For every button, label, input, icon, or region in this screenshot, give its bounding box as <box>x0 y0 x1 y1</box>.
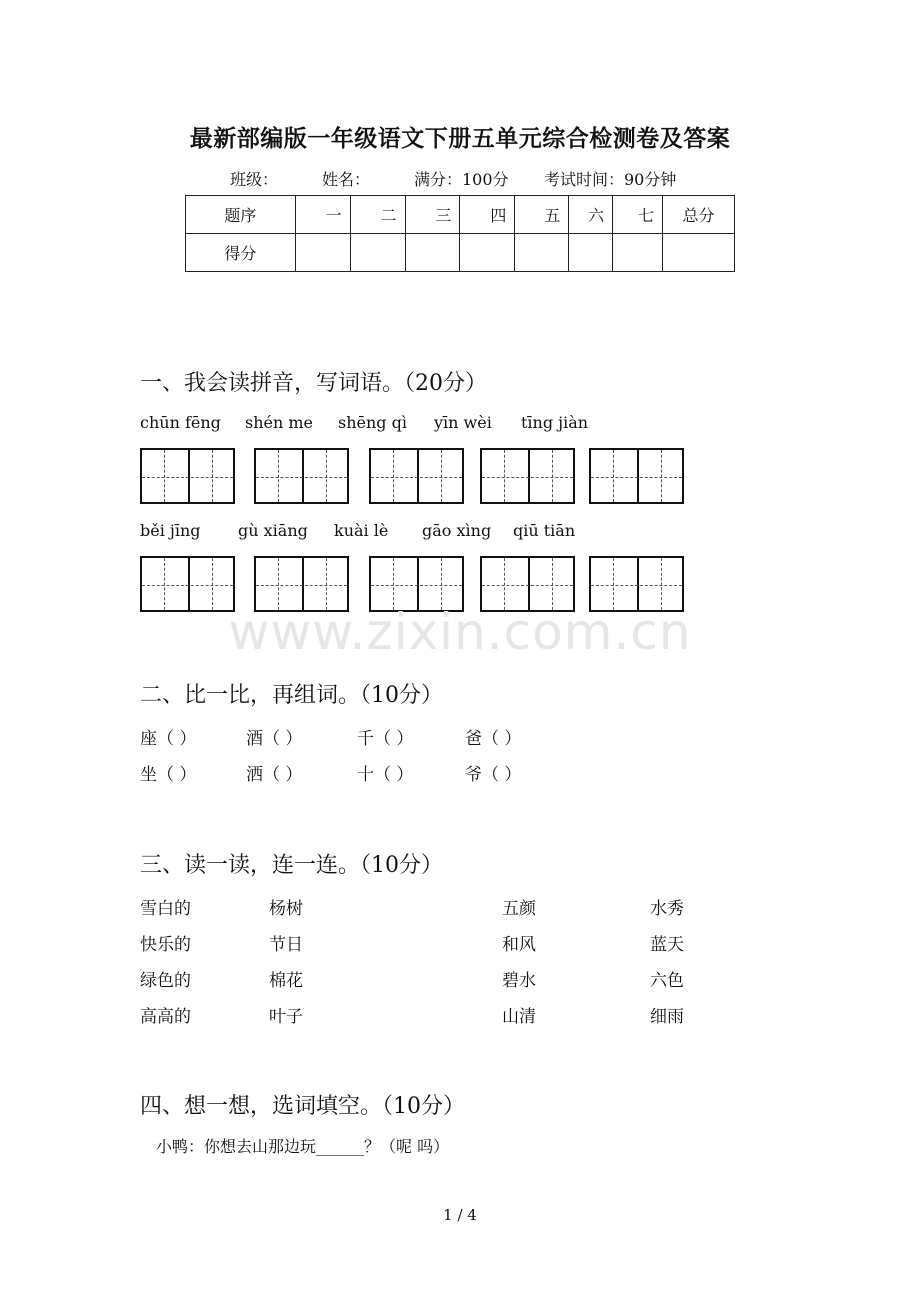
match-word: 绿色的 <box>140 971 191 991</box>
score-header-cell: 四 <box>460 196 515 234</box>
match-word: 叶子 <box>269 1007 303 1027</box>
score-header-cell: 总分 <box>663 196 735 234</box>
writing-grid-box[interactable] <box>369 448 464 504</box>
section-3-heading: 三、读一读，连一连。（10分） <box>140 853 443 878</box>
match-word: 蓝天 <box>650 935 684 955</box>
score-table <box>185 195 735 272</box>
word-pair-item: 座（ ） <box>140 729 197 749</box>
word-pair-item: 爸（ ） <box>465 729 522 749</box>
score-header-cell: 三 <box>405 196 460 234</box>
match-word: 水秀 <box>650 899 684 919</box>
score-header-cell: 五 <box>515 196 569 234</box>
writing-grid-box[interactable] <box>140 448 235 504</box>
match-word: 节日 <box>269 935 303 955</box>
score-input-cell[interactable] <box>350 234 405 272</box>
score-input-cell[interactable] <box>405 234 460 272</box>
fill-blank-question: 小鸭：你想去山那边玩______？（呢 吗） <box>156 1137 450 1156</box>
match-word: 棉花 <box>269 971 303 991</box>
pinyin-label: tīng jiàn <box>521 413 589 432</box>
writing-grid-box[interactable] <box>589 448 684 504</box>
score-header-cell: 二 <box>350 196 405 234</box>
score-input-cell[interactable] <box>515 234 569 272</box>
pinyin-label: shēng qì <box>338 413 407 432</box>
match-word: 山清 <box>502 1007 536 1027</box>
word-pair-item: 爷（ ） <box>465 765 522 785</box>
score-header-cell: 题序 <box>186 196 296 234</box>
match-word: 碧水 <box>502 971 536 991</box>
pinyin-label: chūn fēng <box>140 413 221 432</box>
score-header-cell: 一 <box>295 196 350 234</box>
score-header-cell: 六 <box>569 196 613 234</box>
page-number: 1 / 4 <box>443 1206 477 1224</box>
score-input-cell[interactable] <box>663 234 735 272</box>
word-pair-item: 千（ ） <box>357 729 414 749</box>
pinyin-label: kuài lè <box>334 521 389 540</box>
score-input-cell[interactable] <box>569 234 613 272</box>
match-word: 雪白的 <box>140 899 191 919</box>
document-title: 最新部编版一年级语文下册五单元综合检测卷及答案 <box>189 125 731 152</box>
writing-grid-box[interactable] <box>480 448 575 504</box>
match-word: 和风 <box>502 935 536 955</box>
word-pair-item: 洒（ ） <box>246 765 303 785</box>
pinyin-label: gāo xìng <box>422 521 492 540</box>
score-table-header-row <box>186 196 735 234</box>
full-score-label: 满分：100分 <box>414 170 509 189</box>
class-field-label: 班级： <box>230 170 279 189</box>
section-1-heading: 一、我会读拼音，写词语。（20分） <box>140 371 487 396</box>
section-2-heading: 二、比一比，再组词。（10分） <box>140 683 443 708</box>
match-word: 高高的 <box>140 1007 191 1027</box>
pinyin-label: shén me <box>245 413 314 432</box>
exam-time-label: 考试时间：90分钟 <box>544 170 677 189</box>
match-word: 杨树 <box>269 899 303 919</box>
pinyin-label: běi jīng <box>140 521 201 540</box>
score-table-score-row <box>186 234 735 272</box>
match-word: 六色 <box>650 971 684 991</box>
score-row-label: 得分 <box>186 234 296 272</box>
match-word: 五颜 <box>502 899 536 919</box>
score-input-cell[interactable] <box>613 234 663 272</box>
score-input-cell[interactable] <box>295 234 350 272</box>
match-word: 细雨 <box>650 1007 684 1027</box>
pinyin-label: yīn wèi <box>434 413 492 432</box>
pinyin-label: gù xiāng <box>238 521 308 540</box>
word-pair-item: 坐（ ） <box>140 765 197 785</box>
writing-grid-box[interactable] <box>254 448 349 504</box>
match-word: 快乐的 <box>140 935 191 955</box>
word-pair-item: 十（ ） <box>357 765 414 785</box>
watermark: www.zixin.com.cn <box>228 603 692 661</box>
name-field-label: 姓名： <box>322 170 371 189</box>
word-pair-item: 酒（ ） <box>246 729 303 749</box>
score-input-cell[interactable] <box>460 234 515 272</box>
pinyin-label: qiū tiān <box>513 521 576 540</box>
score-header-cell: 七 <box>613 196 663 234</box>
section-4-heading: 四、想一想，选词填空。（10分） <box>140 1094 465 1119</box>
